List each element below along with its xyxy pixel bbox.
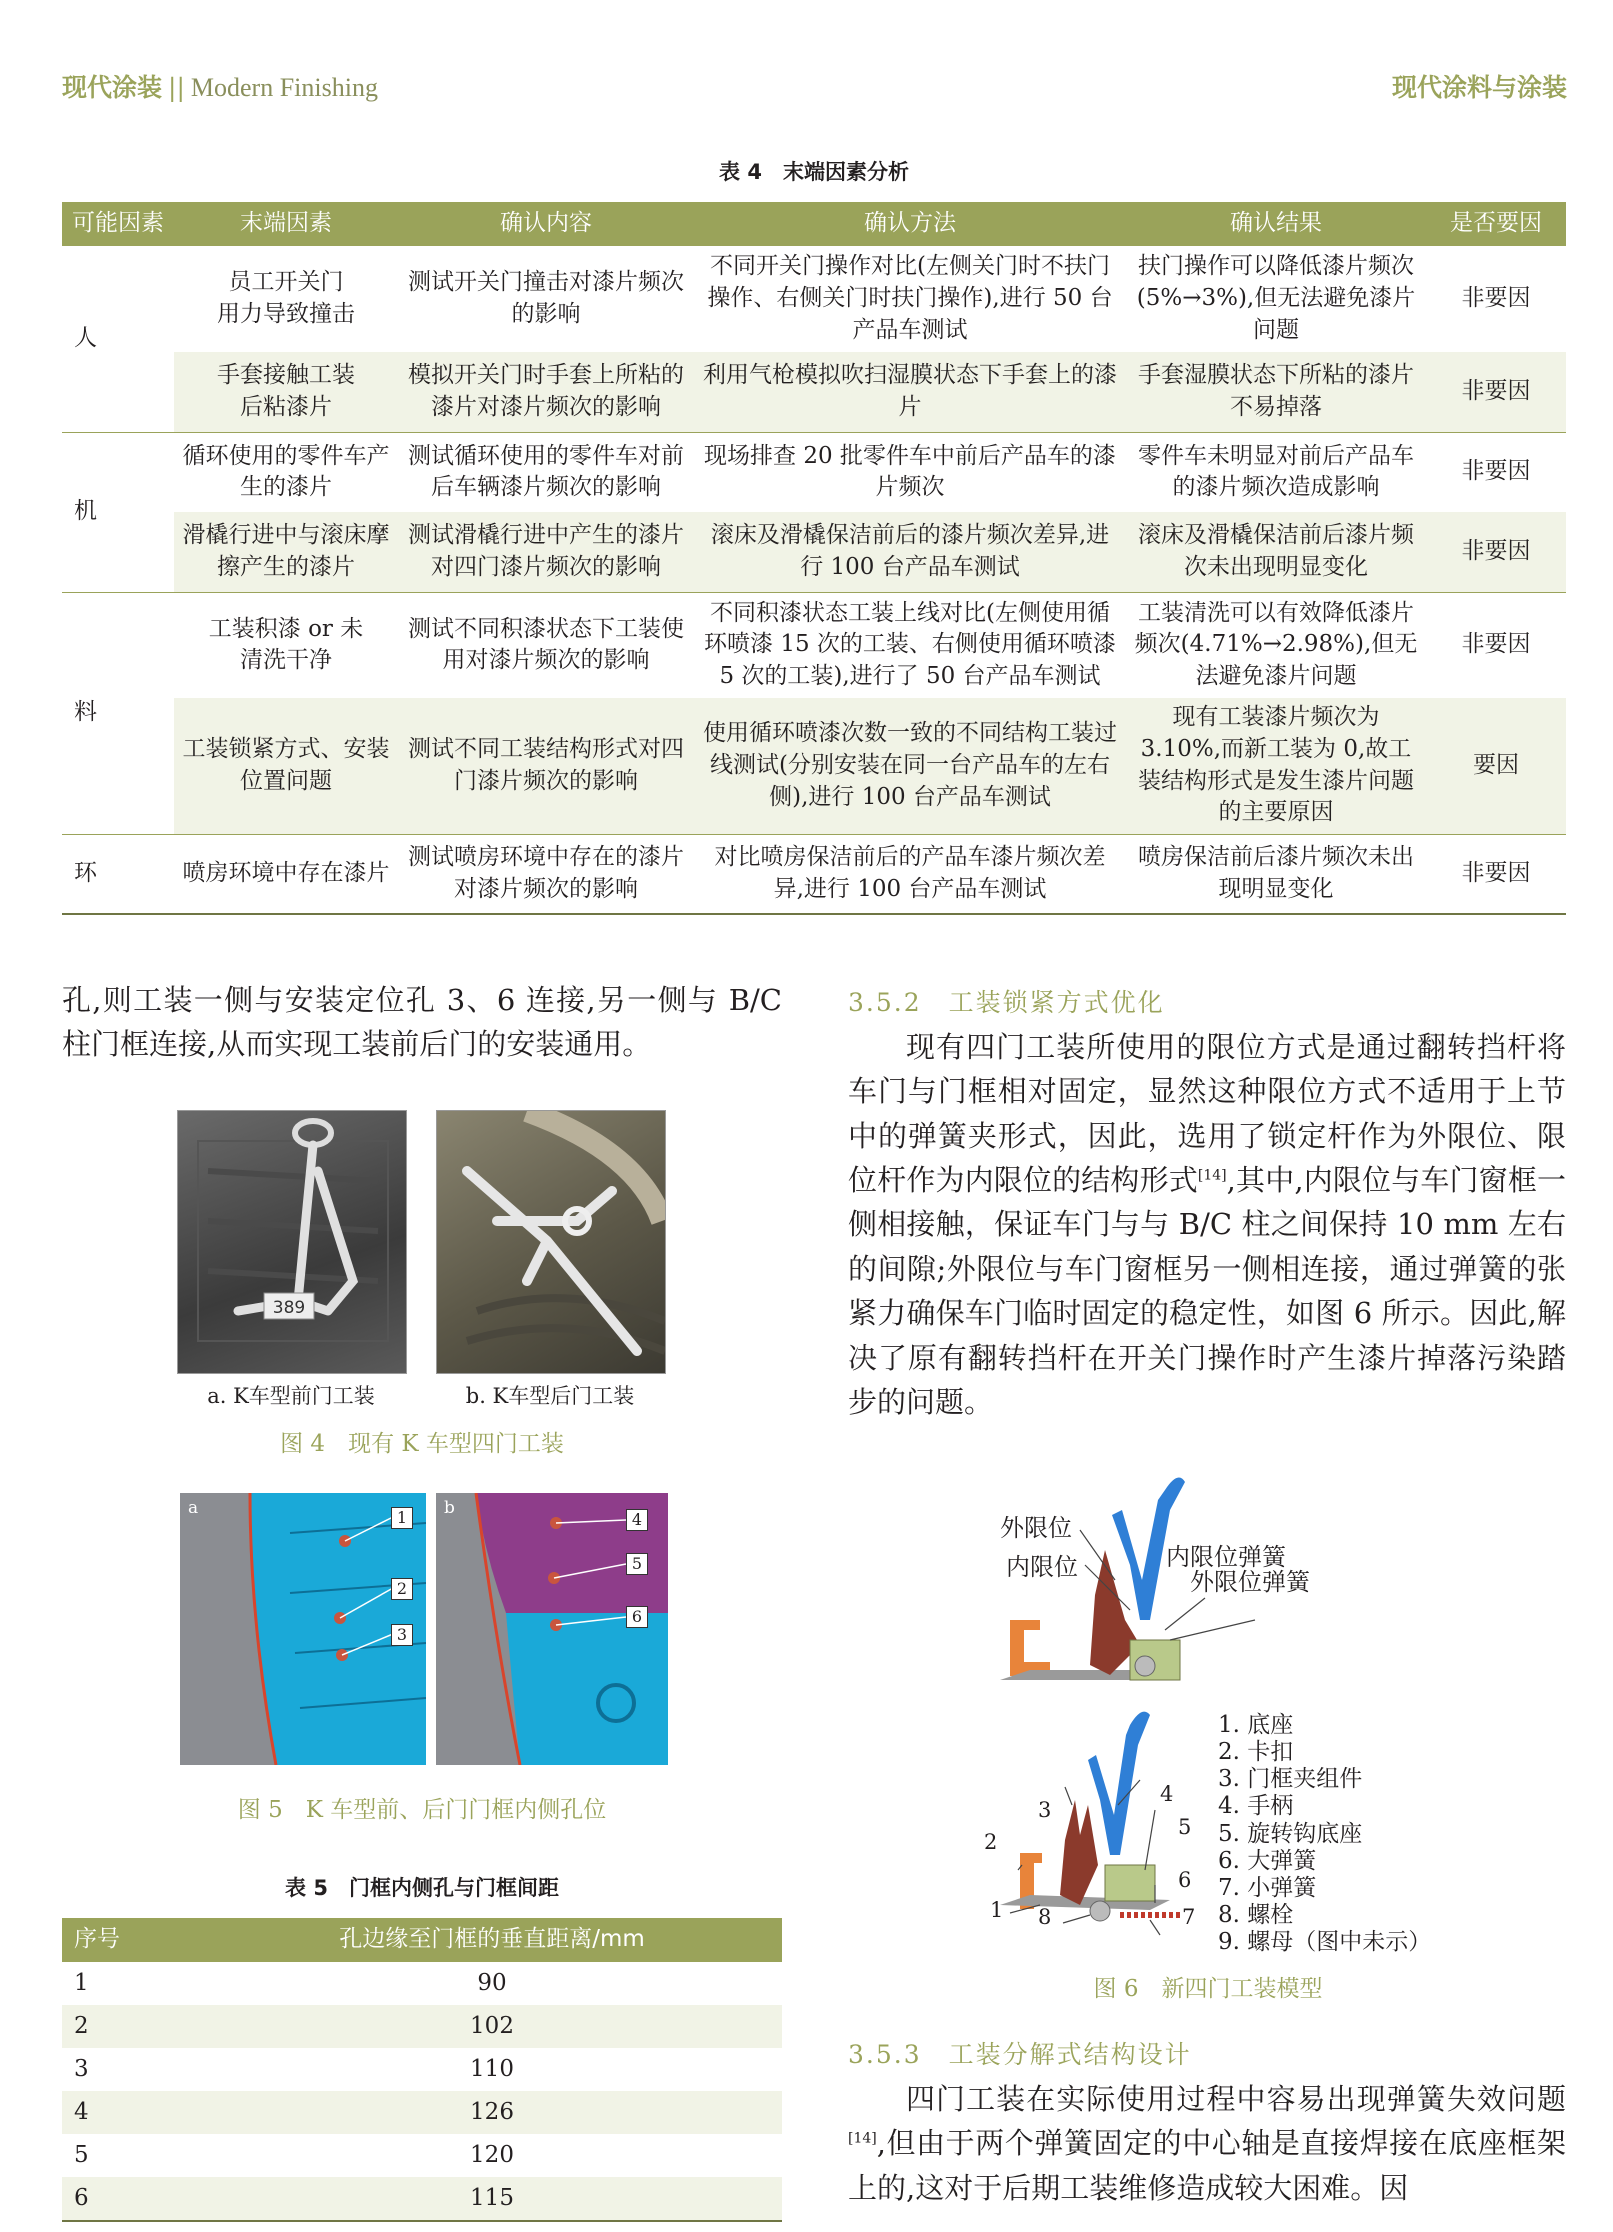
table-cell: 非要因 — [1461, 458, 1531, 485]
fig5b-label: b — [444, 1498, 455, 1518]
table-cell: 6 — [62, 2177, 202, 2221]
section-3-5-2-body — [848, 1025, 1566, 1424]
table-cell: 要因 — [1426, 698, 1566, 834]
fig6-num-label: 3 — [1038, 1798, 1052, 1822]
journal-brand: 现代涂装 — [62, 73, 163, 102]
table-cell: 滑橇行进中与滚床摩擦产生的漆片 — [174, 512, 398, 592]
table4-header: 末端因素 — [174, 202, 398, 246]
table-cell: 滚床及滑橇保洁前后的漆片频次差异,进行 100 台产品车测试 — [694, 512, 1126, 592]
fig6-legend — [1218, 1712, 1431, 1956]
journal-header-right: 现代涂料与涂装 — [1391, 73, 1567, 102]
table-cell: 喷房环境中存在漆片 — [174, 834, 398, 914]
table-cell: 非要因 — [1461, 631, 1531, 658]
table-row — [62, 834, 1566, 914]
table-cell: 1 — [74, 1969, 89, 1996]
fig6-num-label: 2 — [984, 1830, 998, 1854]
body-text: ,但由于两个弹簧固定的中心轴是直接焊接在底座框架上的,这对于后期工装维修造成较大困难。因 — [848, 2126, 1566, 2205]
table-cell: 测试不同工装结构形式对四门漆片频次的影响 — [398, 698, 694, 834]
fig5-caption: 图 5 K 车型前、后门门框内侧孔位 — [237, 1797, 607, 1823]
section-3-5-3-body — [848, 2077, 1566, 2210]
table4-header: 是否要因 — [1426, 202, 1566, 246]
hole-label: 3 — [391, 1624, 413, 1646]
table-cell: 手套接触工装 后粘漆片 — [174, 352, 398, 432]
fig4b-fixture-drawing — [437, 1111, 665, 1373]
citation: [14] — [848, 2130, 877, 2147]
category-cell: 人 — [62, 246, 174, 432]
table-cell: 现场排查 20 批零件车中前后产品车的漆片频次 — [704, 442, 1116, 501]
table-cell: 3 — [74, 2055, 89, 2082]
table-cell: 工装锁紧方式、安装位置问题 — [174, 698, 398, 834]
table-row — [62, 2177, 782, 2221]
plate-number: 389 — [272, 1298, 306, 1318]
table4-header: 可能因素 — [62, 202, 174, 246]
legend-item: 6. 大弹簧 — [1218, 1847, 1317, 1874]
table5-caption: 表 5 门框内侧孔与门框间距 — [285, 1876, 559, 1900]
table-row — [62, 512, 1566, 592]
fig4b-subcaption: b. K车型后门工装 — [465, 1384, 635, 1408]
citation: [14] — [1197, 1167, 1227, 1184]
hole-label: 6 — [626, 1606, 648, 1628]
legend-item: 2. 卡扣 — [1218, 1739, 1294, 1766]
table-cell: 模拟开关门时手套上所粘的漆片对漆片频次的影响 — [398, 352, 694, 432]
fig6-num-label: 8 — [1038, 1905, 1052, 1929]
table-cell: 不同积漆状态工装上线对比(左侧使用循环喷漆 15 次的工装、右侧使用循环喷漆 5 次的工装),进行了 50 台产品车测试 — [704, 599, 1116, 690]
table-cell: 滚床及滑橇保洁前后漆片频次未出现明显变化 — [1126, 512, 1426, 592]
fig6-num-label: 6 — [1178, 1868, 1192, 1892]
table-row — [62, 2005, 782, 2048]
fig5a-doorframe-drawing — [180, 1493, 426, 1765]
fig6-num-label: 5 — [1178, 1815, 1192, 1839]
journal-brand-en: Modern Finishing — [190, 73, 378, 102]
table5 — [62, 1918, 782, 2222]
table-cell: 非要因 — [1461, 285, 1531, 312]
hole-label: 1 — [391, 1507, 413, 1529]
table-cell: 102 — [202, 2005, 782, 2048]
table-cell: 不同开关门操作对比(左侧关门时不扶门操作、右侧关门时扶门操作),进行 50 台产品车测试 — [707, 253, 1113, 343]
body-text: 现有四门工装所使用的限位方式是通过翻转挡杆将车门与门框相对固定，显然这种限位方式不适用于上节中的弹簧夹形式，因此，选用了锁定杆作为外限位、限位杆作为内限位的结构形式 — [848, 1030, 1566, 1198]
fig6-caption: 图 6 新四门工装模型 — [1093, 1976, 1323, 2002]
hole-label: 2 — [391, 1578, 413, 1600]
table-cell: 115 — [202, 2177, 782, 2221]
legend-item: 4. 手柄 — [1218, 1793, 1294, 1820]
table-cell: 120 — [470, 2141, 514, 2168]
fig4a-subcaption: a. K车型前门工装 — [207, 1384, 375, 1408]
table-cell: 5 — [74, 2141, 89, 2168]
table-cell: 90 — [477, 1969, 507, 1996]
category-cell: 机 — [62, 432, 174, 592]
table-cell: 对比喷房保洁前后的产品车漆片频次差异,进行 100 台产品车测试 — [694, 834, 1126, 914]
fig4a-fixture-drawing — [178, 1111, 406, 1373]
table-cell: 扶门操作可以降低漆片频次(5%→3%),但无法避免漆片问题 — [1136, 253, 1416, 343]
fig5a-panel — [180, 1493, 426, 1765]
table-cell: 使用循环喷漆次数一致的不同结构工装过线测试(分别安装在同一台产品车的左右侧),进行 100 台产品车测试 — [694, 698, 1126, 834]
table-cell: 测试循环使用的零件车对前后车辆漆片频次的影响 — [408, 442, 684, 501]
section-3-5-3-title: 3.5.3 工装分解式结构设计 — [848, 2040, 1192, 2069]
hole-label: 5 — [626, 1553, 648, 1575]
table-cell: 手套湿膜状态下所粘的漆片不易掉落 — [1126, 352, 1426, 432]
table-cell: 工装积漆 or 未 清洗干净 — [208, 615, 364, 674]
table-cell: 现有工装漆片频次为 3.10%,而新工装为 0,故工装结构形式是发生漆片问题的主要原因 — [1126, 698, 1426, 834]
fig4b-photo — [436, 1110, 666, 1374]
table-row — [62, 2134, 782, 2177]
table-cell: 126 — [202, 2091, 782, 2134]
table-row — [62, 2091, 782, 2134]
table-cell: 2 — [62, 2005, 202, 2048]
header-separator: || — [168, 73, 185, 102]
table-cell: 喷房保洁前后漆片频次未出现明显变化 — [1126, 834, 1426, 914]
legend-item: 8. 螺栓 — [1218, 1901, 1294, 1928]
fig6-num-label: 4 — [1160, 1782, 1174, 1806]
legend-item: 5. 旋转钩底座 — [1218, 1820, 1363, 1847]
fig6-label: 外限位弹簧 — [1190, 1568, 1310, 1596]
category-cell: 环 — [62, 834, 174, 914]
table-cell: 工装清洗可以有效降低漆片频次(4.71%→2.98%),但无法避免漆片问题 — [1134, 599, 1418, 690]
fig6-label: 内限位 — [1006, 1553, 1078, 1581]
table-row — [62, 2048, 782, 2091]
table-cell: 非要因 — [1426, 834, 1566, 914]
table-row — [62, 352, 1566, 432]
fig4-caption: 图 4 现有 K 车型四门工装 — [280, 1431, 564, 1457]
journal-header — [62, 68, 378, 104]
left-paragraph: 孔,则工装一侧与安装定位孔 3、6 连接,另一侧与 B/C 柱门框连接,从而实现工装前后门的安装通用。 — [62, 983, 782, 1062]
table4-caption: 表 4 末端因素分析 — [719, 160, 909, 184]
table-row — [62, 698, 1566, 834]
legend-item: 7. 小弹簧 — [1218, 1874, 1317, 1901]
fig6-label: 外限位 — [1000, 1514, 1072, 1542]
table-cell: 利用气枪模拟吹扫湿膜状态下手套上的漆片 — [694, 352, 1126, 432]
fig6-exploded-model — [980, 1705, 1240, 1955]
table-cell: 4 — [62, 2091, 202, 2134]
legend-item: 3. 门框夹组件 — [1218, 1766, 1363, 1793]
table-row — [62, 592, 1566, 698]
category-cell: 料 — [62, 592, 174, 834]
fig5a-label: a — [188, 1498, 199, 1518]
fig6-num-label: 7 — [1182, 1905, 1196, 1929]
table4-header: 确认内容 — [398, 202, 694, 246]
table-row — [62, 1962, 782, 2005]
hole-label: 4 — [626, 1509, 648, 1531]
table5-header: 序号 — [62, 1918, 202, 1962]
table-cell: 员工开关门 用力导致撞击 — [217, 269, 355, 327]
fig6-label: 内限位弹簧 — [1166, 1543, 1286, 1571]
table-cell: 非要因 — [1426, 352, 1566, 432]
fig5b-panel — [436, 1493, 668, 1765]
fig4a-photo — [177, 1110, 407, 1374]
table5-header: 孔边缘至门框的垂直距离/mm — [202, 1918, 782, 1962]
legend-item: 9. 螺母（图中未示） — [1218, 1929, 1432, 1955]
body-text: 四门工装在实际使用过程中容易出现弹簧失效问题 — [906, 2082, 1566, 2116]
table-cell: 非要因 — [1426, 512, 1566, 592]
legend-item: 1. 底座 — [1218, 1712, 1294, 1738]
table-row — [62, 246, 1566, 352]
table-cell: 循环使用的零件车产生的漆片 — [182, 442, 390, 501]
table-cell: 零件车未明显对前后产品车的漆片频次造成影响 — [1138, 442, 1414, 501]
table-cell: 测试喷房环境中存在的漆片对漆片频次的影响 — [398, 834, 694, 914]
table-row — [62, 432, 1566, 512]
body-text: ,其中,内限位与车门窗框一侧相接触，保证车门与与 B/C 柱之间保持 10 mm 左右的间隙;外限位与车门窗框另一侧相连接，通过弹簧的张紧力确保车门临时固定的稳定性，如图 6 所示。因此,解决了原有翻转挡杆在开关门操作时产生漆片掉落污染踏步的问题。 — [848, 1163, 1566, 1419]
table4-header: 确认结果 — [1126, 202, 1426, 246]
fig6-num-label: 1 — [990, 1898, 1004, 1922]
table4 — [62, 202, 1566, 915]
table-cell: 测试开关门撞击对漆片频次的影响 — [408, 269, 684, 327]
table4-header: 确认方法 — [694, 202, 1126, 246]
fig5b-doorframe-drawing — [436, 1493, 668, 1765]
table-cell: 110 — [470, 2055, 514, 2082]
section-3-5-2-title: 3.5.2 工装锁紧方式优化 — [848, 988, 1165, 1017]
table-cell: 测试不同积漆状态下工装使用对漆片频次的影响 — [408, 615, 684, 674]
table-cell: 测试滑橇行进中产生的漆片对四门漆片频次的影响 — [398, 512, 694, 592]
